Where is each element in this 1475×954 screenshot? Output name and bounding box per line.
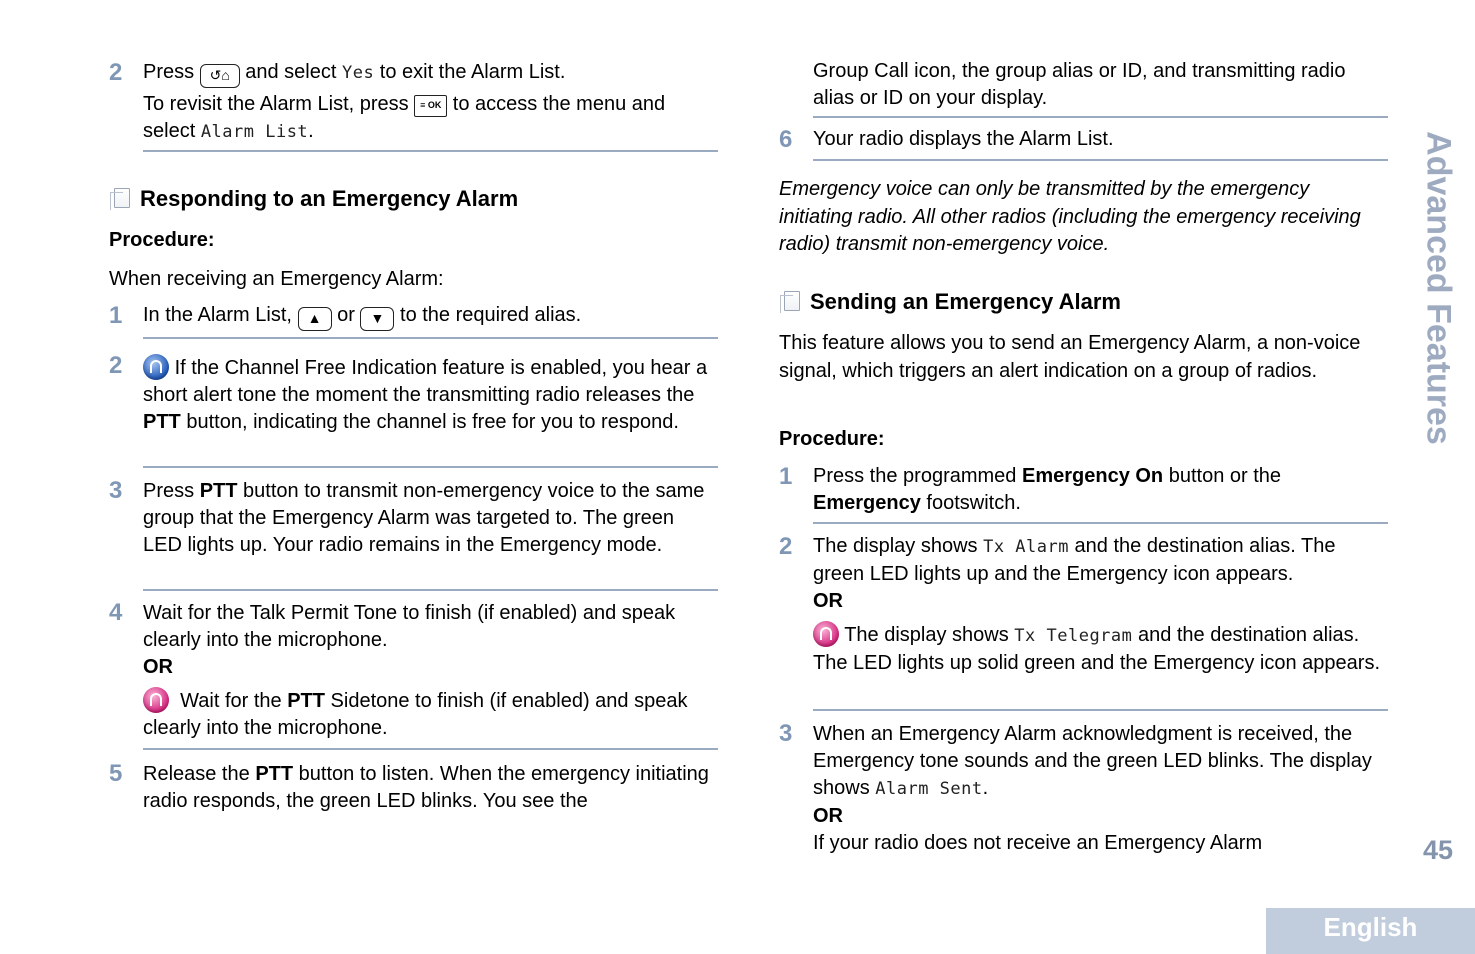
ptt-label: PTT <box>287 690 325 712</box>
or-label: OR <box>813 590 843 612</box>
intro-text: When receiving an Emergency Alarm: <box>109 268 444 290</box>
conventional-blue-icon <box>143 354 169 380</box>
text-to-exit: to exit the Alarm List. <box>379 61 566 83</box>
lcd-tx-telegram: Tx Telegram <box>1014 626 1133 646</box>
text: Press <box>143 480 195 502</box>
heading-text: Responding to an Emergency Alarm <box>140 186 519 211</box>
divider <box>143 589 718 591</box>
step-number: 2 <box>109 59 123 86</box>
divider <box>813 159 1388 161</box>
text: and the destination alias. The green LED lights up and the Emergency icon appears. <box>813 535 1336 585</box>
step-text <box>143 600 718 742</box>
menu-ok-key-icon: ≡ OK <box>414 95 447 117</box>
text: The display shows <box>813 535 978 557</box>
emergency-label: Emergency <box>813 492 921 514</box>
divider <box>143 466 718 468</box>
trunking-pink-icon <box>813 621 839 647</box>
lcd-alarm-sent: Alarm Sent <box>875 779 983 799</box>
or-label: OR <box>143 656 173 678</box>
emergency-on-label: Emergency On <box>1021 465 1164 487</box>
divider <box>813 709 1388 711</box>
text: to the required alias. <box>400 304 582 326</box>
step-number: 2 <box>779 533 793 560</box>
step-text <box>143 761 718 815</box>
trunking-pink-icon <box>143 687 169 713</box>
text: Release the <box>143 763 250 785</box>
chapter-side-tab <box>1410 128 1466 448</box>
text: button to listen. When the emergency initiating radio responds, the green LED blinks. You see the <box>143 763 709 812</box>
text: In the Alarm List, <box>143 304 292 326</box>
step-text <box>813 533 1388 677</box>
document-icon <box>784 291 800 311</box>
procedure-label: Procedure: <box>109 229 215 251</box>
step-text <box>813 463 1388 517</box>
language-tab: English <box>1266 908 1475 954</box>
procedure-label: Procedure: <box>779 428 885 450</box>
ptt-label: PTT <box>143 411 181 433</box>
divider <box>813 116 1388 118</box>
text-press: Press <box>143 61 195 83</box>
text-and-select: and select <box>245 61 337 83</box>
text: If the Channel Free Indication feature is enabled, you hear a short alert tone the moment the transmitting radio releases the <box>143 357 708 406</box>
divider <box>143 748 718 750</box>
text: Wait for the <box>180 690 282 712</box>
text: Press the programmed <box>813 465 1017 487</box>
lcd-yes: Yes <box>341 63 375 83</box>
section-heading <box>114 186 518 212</box>
intro-text: This feature allows you to send an Emergency Alarm, a non-voice signal, which triggers an alert indication on a group of radios. <box>779 332 1361 382</box>
step-number: 3 <box>109 477 123 504</box>
text: button to transmit non-emergency voice to the same group that the Emergency Alarm was targeted to. The green LED lights up. Your radio remains in the Emergency mode. <box>143 480 705 556</box>
ptt-label: PTT <box>255 763 294 785</box>
text: button, indicating the channel is free for you to respond. <box>186 411 679 433</box>
divider <box>813 522 1388 524</box>
text-period: . <box>982 777 989 799</box>
text: Wait for the Talk Permit Tone to finish (if enabled) and speak clearly into the microphone. <box>143 602 676 651</box>
page-number: 45 <box>1422 835 1454 865</box>
text: and the destination alias. The LED lights up solid green and the Emergency icon appears. <box>813 624 1381 674</box>
step-number: 5 <box>109 760 123 787</box>
text: When an Emergency Alarm acknowledgment is received, the Emergency tone sounds and the green LED blinks. The display shows <box>813 723 1372 799</box>
step-number: 3 <box>779 720 793 747</box>
divider <box>143 337 718 339</box>
back-home-key-icon: ↺⌂ <box>200 64 240 88</box>
text: The display shows <box>844 624 1009 646</box>
down-arrow-key-icon: ▼ <box>360 307 394 331</box>
ptt-label: PTT <box>199 480 238 502</box>
note-text: Emergency voice can only be transmitted by the emergency initiating radio. All other radios (including the emergency receiving radio) transmit non-emergency voice. <box>779 178 1361 255</box>
lcd-alarm-list: Alarm List <box>200 122 309 142</box>
text: If your radio does not receive an Emergency Alarm <box>813 832 1263 854</box>
divider <box>143 150 718 152</box>
text-to-access: to access the menu and select <box>143 93 666 142</box>
step-text <box>813 721 1388 857</box>
step-number: 2 <box>109 352 123 379</box>
up-arrow-key-icon: ▲ <box>298 307 332 331</box>
text-period: . <box>308 120 314 142</box>
step-text <box>143 354 718 436</box>
lcd-tx-alarm: Tx Alarm <box>983 537 1069 557</box>
text-or: or <box>337 304 355 326</box>
step-text: Your radio displays the Alarm List. <box>813 128 1114 150</box>
section-heading <box>784 289 1121 315</box>
continued-text: Group Call icon, the group alias or ID, and transmitting radio alias or ID on your display. <box>813 60 1346 109</box>
heading-text: Sending an Emergency Alarm <box>810 289 1121 314</box>
text-revisit: To revisit the Alarm List, press <box>143 93 409 115</box>
or-label: OR <box>813 805 843 827</box>
step-text <box>143 59 718 146</box>
step-number: 1 <box>779 463 793 490</box>
step-text <box>143 302 718 331</box>
step-number: 6 <box>779 126 793 153</box>
step-number: 4 <box>109 599 123 626</box>
chapter-title: Advanced Features <box>1419 131 1458 445</box>
document-icon <box>114 188 130 208</box>
text: Sidetone to finish (if enabled) and speak clearly into the microphone. <box>143 690 688 739</box>
step-text <box>143 478 718 559</box>
text: button or the <box>1168 465 1282 487</box>
text: footswitch. <box>926 492 1021 514</box>
step-number: 1 <box>109 302 123 329</box>
